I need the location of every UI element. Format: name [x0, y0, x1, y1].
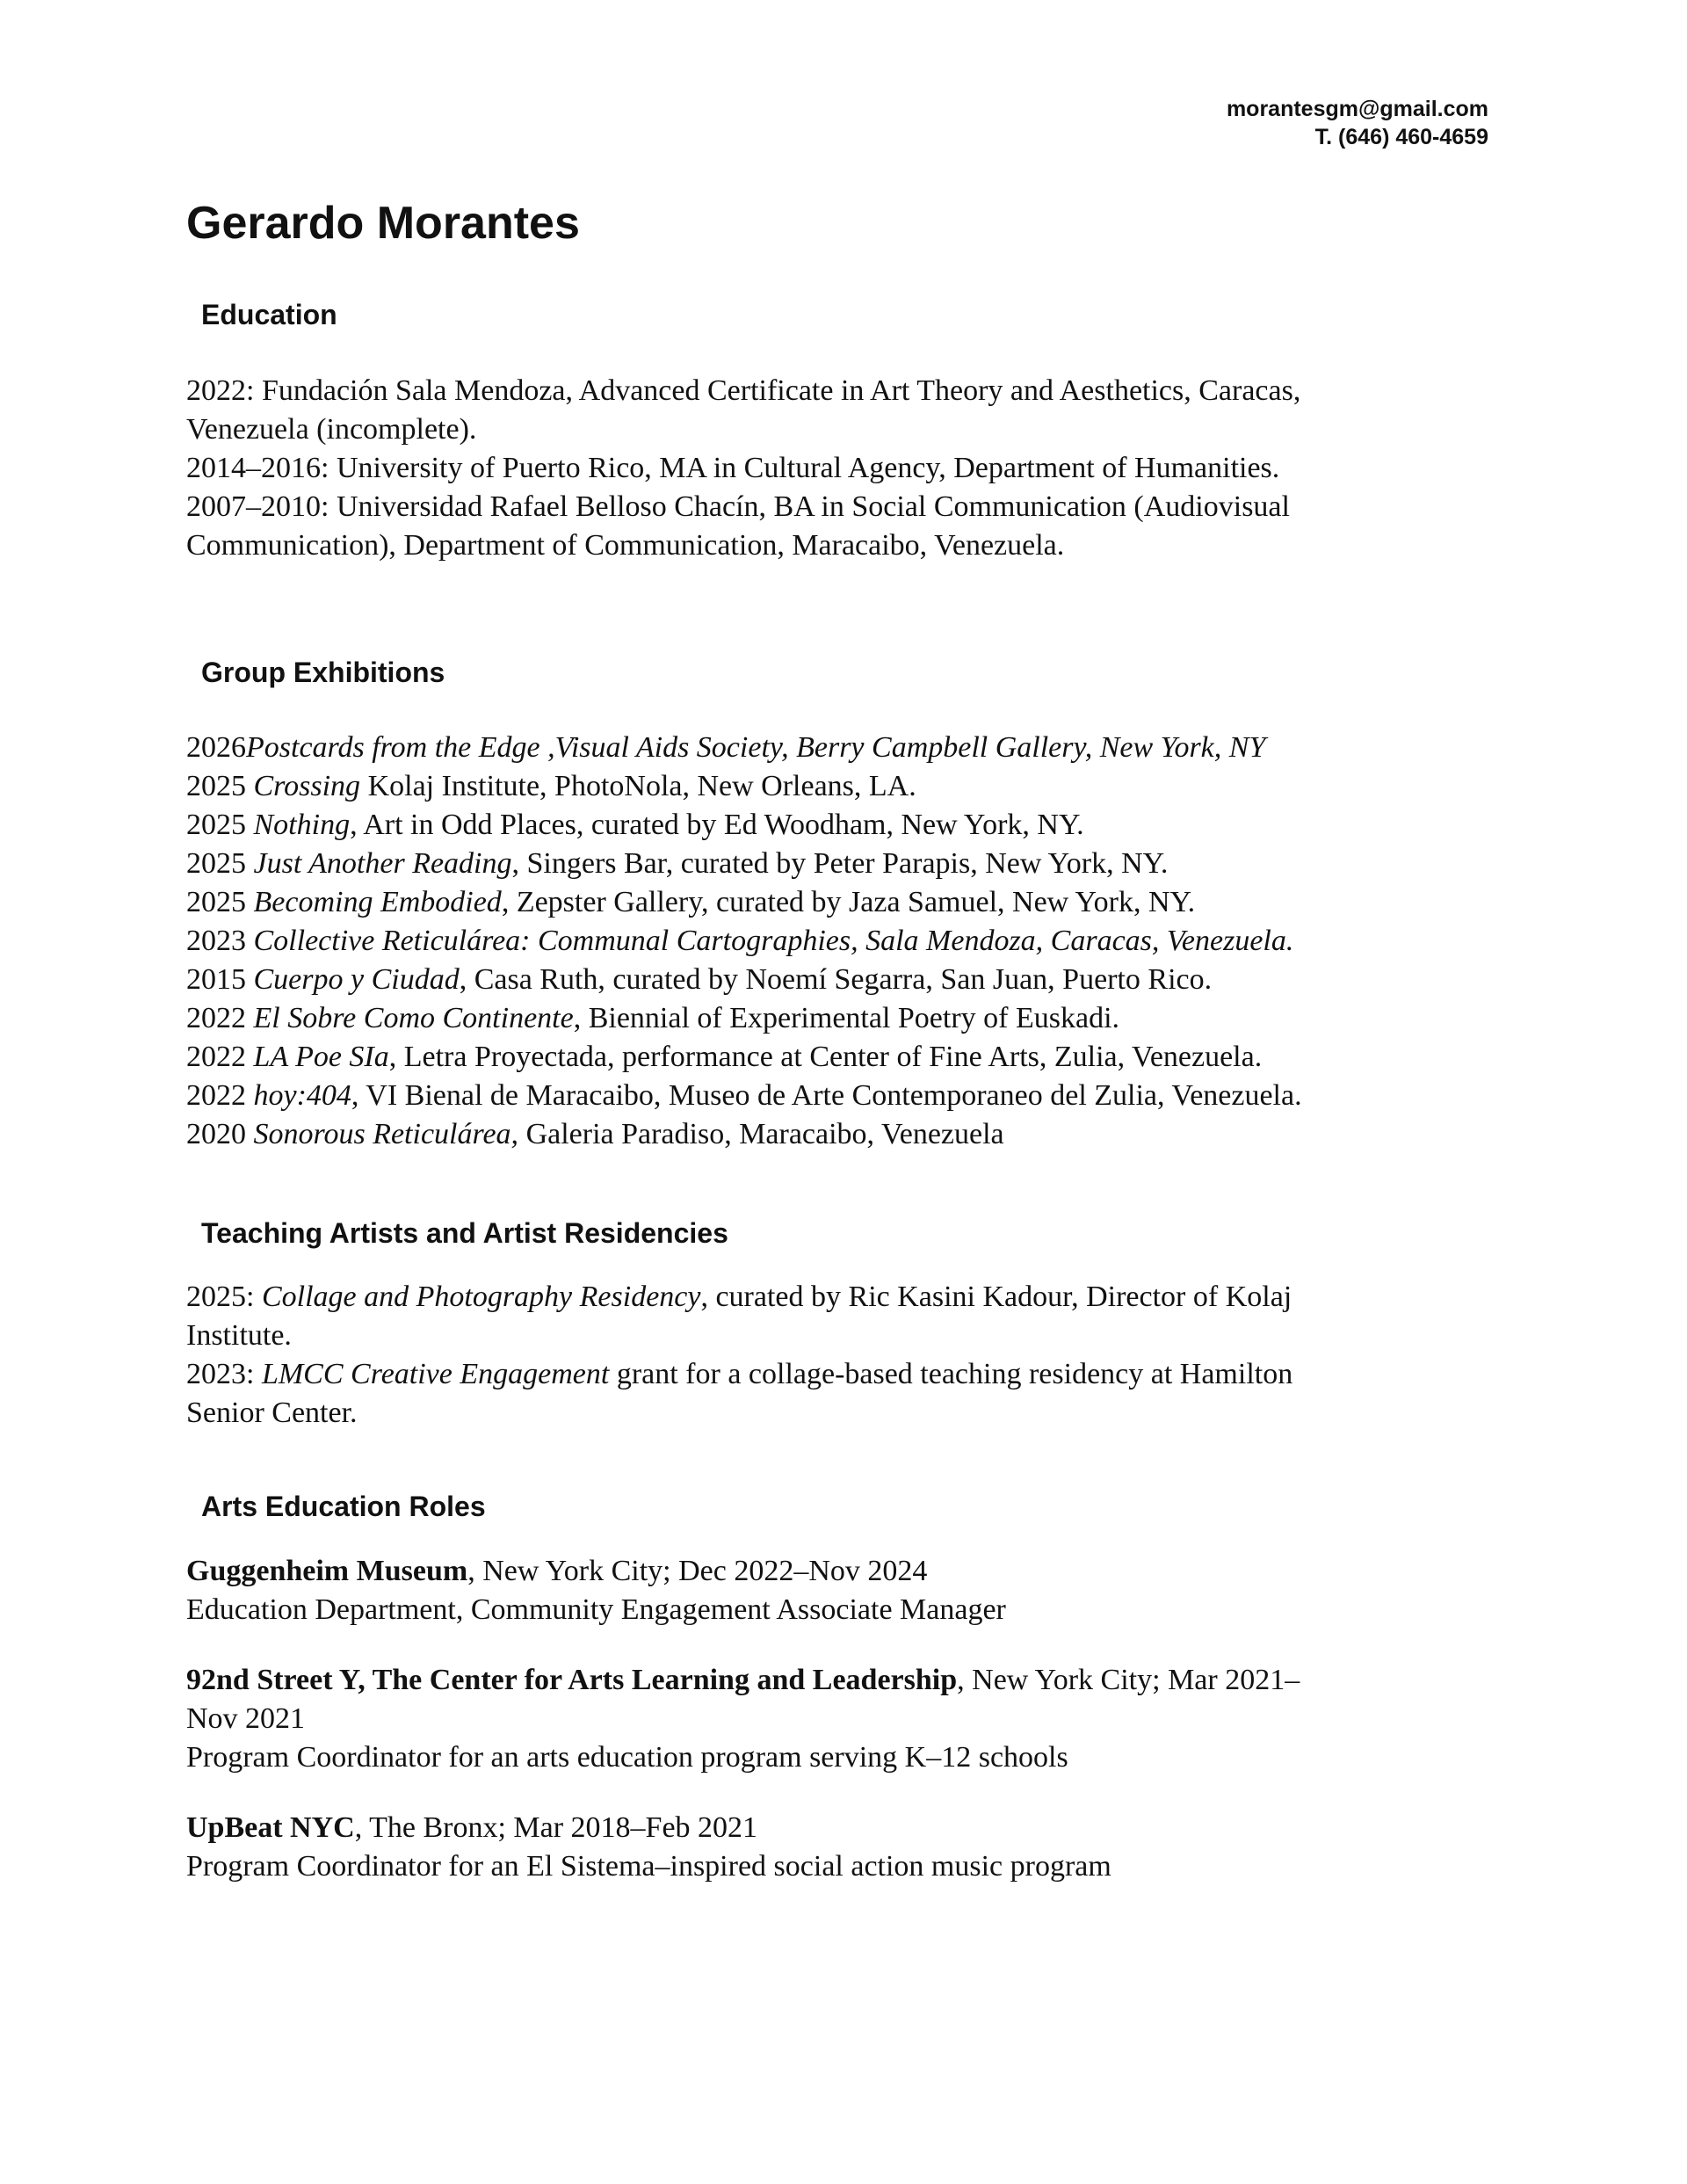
exhibition-item — [186, 1115, 1504, 1154]
role-description: Program Coordinator for an arts education program serving K–12 schools — [186, 1741, 1068, 1774]
exhibition-year: 2022 — [186, 1079, 254, 1112]
education-line: Venezuela (incomplete). — [186, 413, 477, 446]
group-exhibitions-heading: Group Exhibitions — [201, 657, 445, 688]
exhibition-detail: , Art in Odd Places, curated by Ed Woodham, New York, NY. — [350, 809, 1084, 841]
exhibition-title: Sonorous Reticulárea, — [253, 1118, 519, 1150]
exhibition-title: hoy:404 — [253, 1079, 351, 1112]
exhibition-year: 2022 — [186, 1041, 254, 1073]
exhibition-detail: Kolaj Institute, PhotoNola, New Orleans, LA. — [360, 770, 916, 802]
roles-list — [186, 1552, 1504, 1918]
role-detail: , The Bronx; Mar 2018–Feb 2021 — [354, 1811, 758, 1844]
role-header — [186, 1552, 1504, 1591]
exhibition-item — [186, 1077, 1504, 1115]
teaching-title: Collage and Photography Residency — [261, 1281, 701, 1313]
teaching-detail: , curated by Ric Kasini Kadour, Director of Kolaj — [700, 1281, 1292, 1313]
exhibition-item — [186, 922, 1504, 961]
exhibition-detail: , Letra Proyectada, performance at Center of Fine Arts, Zulia, Venezuela. — [388, 1041, 1263, 1073]
exhibition-detail: , VI Bienal de Maracaibo, Museo de Arte Contemporaneo del Zulia, Venezuela. — [351, 1079, 1302, 1112]
exhibition-item — [186, 883, 1504, 922]
exhibition-year: 2025 — [186, 847, 254, 880]
education-heading: Education — [201, 299, 337, 330]
exhibition-item — [186, 729, 1504, 767]
exhibition-title: Becoming Embodied — [253, 886, 502, 918]
teaching-item-continued: Institute. — [186, 1319, 292, 1352]
role-entry — [186, 1661, 1504, 1777]
teaching-year: 2025: — [186, 1281, 262, 1313]
page-title: Gerardo Morantes — [186, 198, 580, 249]
exhibition-title: Collective Reticulárea: Communal Cartographies, Sala Mendoza, Caracas, Venezuela. — [253, 925, 1294, 957]
role-description: Education Department, Community Engagement Associate Manager — [186, 1593, 1006, 1626]
teaching-item — [186, 1355, 1504, 1394]
exhibition-detail: , Casa Ruth, curated by Noemí Segarra, San Juan, Puerto Rico. — [459, 963, 1213, 996]
exhibition-year: 2025 — [186, 770, 254, 802]
education-line: 2022: Fundación Sala Mendoza, Advanced Certificate in Art Theory and Aesthetics, Caracas, — [186, 374, 1301, 407]
exhibition-item — [186, 845, 1504, 883]
role-org: UpBeat NYC — [186, 1811, 355, 1844]
role-entry — [186, 1552, 1504, 1629]
exhibition-year: 2023 — [186, 925, 254, 957]
exhibition-title: Just Another Reading — [253, 847, 512, 880]
exhibition-detail: ,Visual Aids Society, Berry Campbell Gallery, New York, NY — [539, 731, 1266, 764]
role-org: Guggenheim Museum — [186, 1555, 468, 1587]
teaching-title: LMCC Creative Engagement — [261, 1358, 610, 1390]
exhibition-year: 2026 — [186, 731, 246, 764]
role-detail: , New York City; Mar 2021– — [957, 1664, 1300, 1696]
exhibition-detail: , Singers Bar, curated by Peter Parapis, New York, NY. — [511, 847, 1169, 880]
exhibition-year: 2015 — [186, 963, 254, 996]
contact-phone: T. (646) 460-4659 — [1314, 125, 1488, 149]
exhibitions-list — [186, 729, 1504, 1154]
exhibition-item — [186, 961, 1504, 999]
contact-block — [1227, 95, 1488, 151]
exhibition-title: Cuerpo y Ciudad — [253, 963, 460, 996]
education-line: Communication), Department of Communication, Maracaibo, Venezuela. — [186, 529, 1065, 562]
teaching-detail: grant for a collage-based teaching residency at Hamilton — [609, 1358, 1293, 1390]
education-list — [186, 372, 1504, 565]
role-header — [186, 1661, 1504, 1700]
exhibition-title: LA Poe SIa — [253, 1041, 389, 1073]
contact-email[interactable]: morantesgm@gmail.com — [1226, 97, 1488, 121]
role-org: 92nd Street Y, The Center for Arts Learning and Leadership — [186, 1664, 958, 1696]
exhibition-title: Postcards from the Edge — [246, 731, 540, 764]
roles-heading: Arts Education Roles — [201, 1491, 486, 1522]
teaching-item — [186, 1278, 1504, 1317]
exhibition-title: Crossing — [253, 770, 361, 802]
role-header — [186, 1809, 1504, 1847]
exhibition-title: El Sobre Como Continente — [253, 1002, 574, 1034]
teaching-list — [186, 1278, 1504, 1433]
teaching-heading: Teaching Artists and Artist Residencies — [201, 1217, 728, 1249]
education-line: 2007–2010: Universidad Rafael Belloso Chacín, BA in Social Communication (Audiovisual — [186, 490, 1290, 523]
role-entry — [186, 1809, 1504, 1886]
exhibition-year: 2025 — [186, 886, 254, 918]
exhibition-item — [186, 767, 1504, 806]
exhibition-detail: , Biennial of Experimental Poetry of Euskadi. — [573, 1002, 1120, 1034]
exhibition-detail: , Zepster Gallery, curated by Jaza Samuel, New York, NY. — [501, 886, 1196, 918]
exhibition-item — [186, 1038, 1504, 1077]
exhibition-title: Nothing — [253, 809, 351, 841]
role-detail-continued: Nov 2021 — [186, 1702, 306, 1735]
role-description: Program Coordinator for an El Sistema–inspired social action music program — [186, 1850, 1111, 1883]
exhibition-year: 2020 — [186, 1118, 254, 1150]
education-line: 2014–2016: University of Puerto Rico, MA in Cultural Agency, Department of Humanities. — [186, 452, 1280, 484]
exhibition-item — [186, 999, 1504, 1038]
exhibition-detail: Galeria Paradiso, Maracaibo, Venezuela — [518, 1118, 1004, 1150]
teaching-year: 2023: — [186, 1358, 262, 1390]
role-detail: , New York City; Dec 2022–Nov 2024 — [467, 1555, 928, 1587]
exhibition-item — [186, 806, 1504, 845]
teaching-item-continued: Senior Center. — [186, 1397, 358, 1429]
exhibition-year: 2022 — [186, 1002, 254, 1034]
exhibition-year: 2025 — [186, 809, 254, 841]
